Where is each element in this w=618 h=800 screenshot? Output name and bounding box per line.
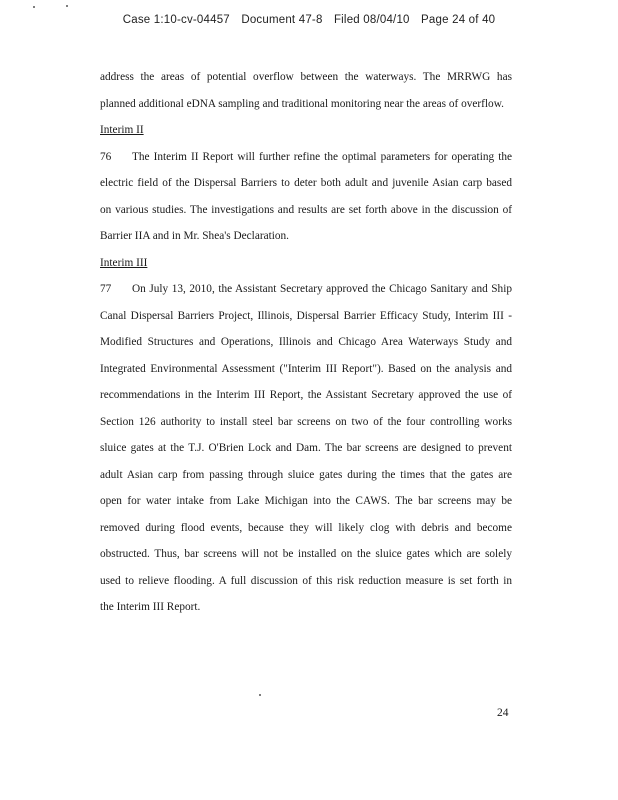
text-line: Canal Dispersal Barriers Project, Illinois, Dispersal Barrier Efficacy Study, Interim III - — [100, 309, 512, 322]
filed-date: Filed 08/04/10 — [333, 14, 410, 26]
text-line: on various studies. The investigations and results are set forth above in the discussion of — [100, 203, 512, 216]
text-line: recommendations in the Interim III Report, the Assistant Secretary approved the use of — [100, 389, 512, 401]
text-line: Integrated Environmental Assessment ("Interim III Report"). Based on the analysis and — [100, 362, 512, 375]
page-of-pages: Page 24 of 40 — [421, 14, 496, 26]
text-line: open for water intake from Lake Michigan into the CAWS. The bar screens may be — [100, 495, 512, 507]
paragraph-first-line — [100, 276, 512, 303]
text-line: sluice gates at the T.J. O'Brien Lock and Dam. The bar screens are designed to prevent — [100, 442, 512, 454]
text-line: planned additional eDNA sampling and traditional monitoring near the areas of overflow. — [100, 97, 504, 110]
section-heading-interim-iii: Interim III — [100, 256, 148, 269]
text-line: used to relieve flooding. A full discussion of this risk reduction measure is set forth in — [100, 574, 512, 587]
text-line: obstructed. Thus, bar screens will not be installed on the sluice gates which are solely — [100, 548, 512, 560]
text-line: address the areas of potential overflow between the waterways. The MRRWG has — [100, 71, 512, 83]
case-number: Case 1:10-cv-04457 — [122, 14, 230, 26]
filing-header — [0, 14, 618, 26]
page-number: 24 — [497, 707, 509, 719]
text-line: On July 13, 2010, the Assistant Secretary approved the Chicago Sanitary and Ship — [132, 283, 512, 295]
text-line: adult Asian carp from passing through sluice gates during the times that the gates are — [100, 468, 512, 481]
paragraph-first-line — [100, 144, 512, 171]
paragraph-number: 77 — [100, 283, 112, 295]
document-number: Document 47-8 — [241, 14, 323, 26]
scan-speck — [259, 694, 261, 696]
text-line: Modified Structures and Operations, Illinois and Chicago Area Waterways Study and — [100, 336, 512, 348]
section-heading-interim-ii: Interim II — [100, 124, 144, 136]
text-line: Barrier IIA and in Mr. Shea's Declaration. — [100, 230, 290, 242]
text-line: electric field of the Dispersal Barriers to deter both adult and juvenile Asian carp based — [100, 177, 512, 189]
paragraph-number: 76 — [100, 150, 112, 163]
text-line: removed during flood events, because they will likely clog with debris and become — [100, 521, 512, 534]
scan-speck — [66, 5, 68, 7]
document-body — [100, 64, 512, 621]
text-line: Section 126 authority to install steel bar screens on two of the four controlling works — [100, 415, 512, 428]
scan-speck — [33, 6, 35, 8]
text-line: the Interim III Report. — [100, 601, 201, 613]
text-line: The Interim II Report will further refine the optimal parameters for operating the — [132, 150, 512, 163]
